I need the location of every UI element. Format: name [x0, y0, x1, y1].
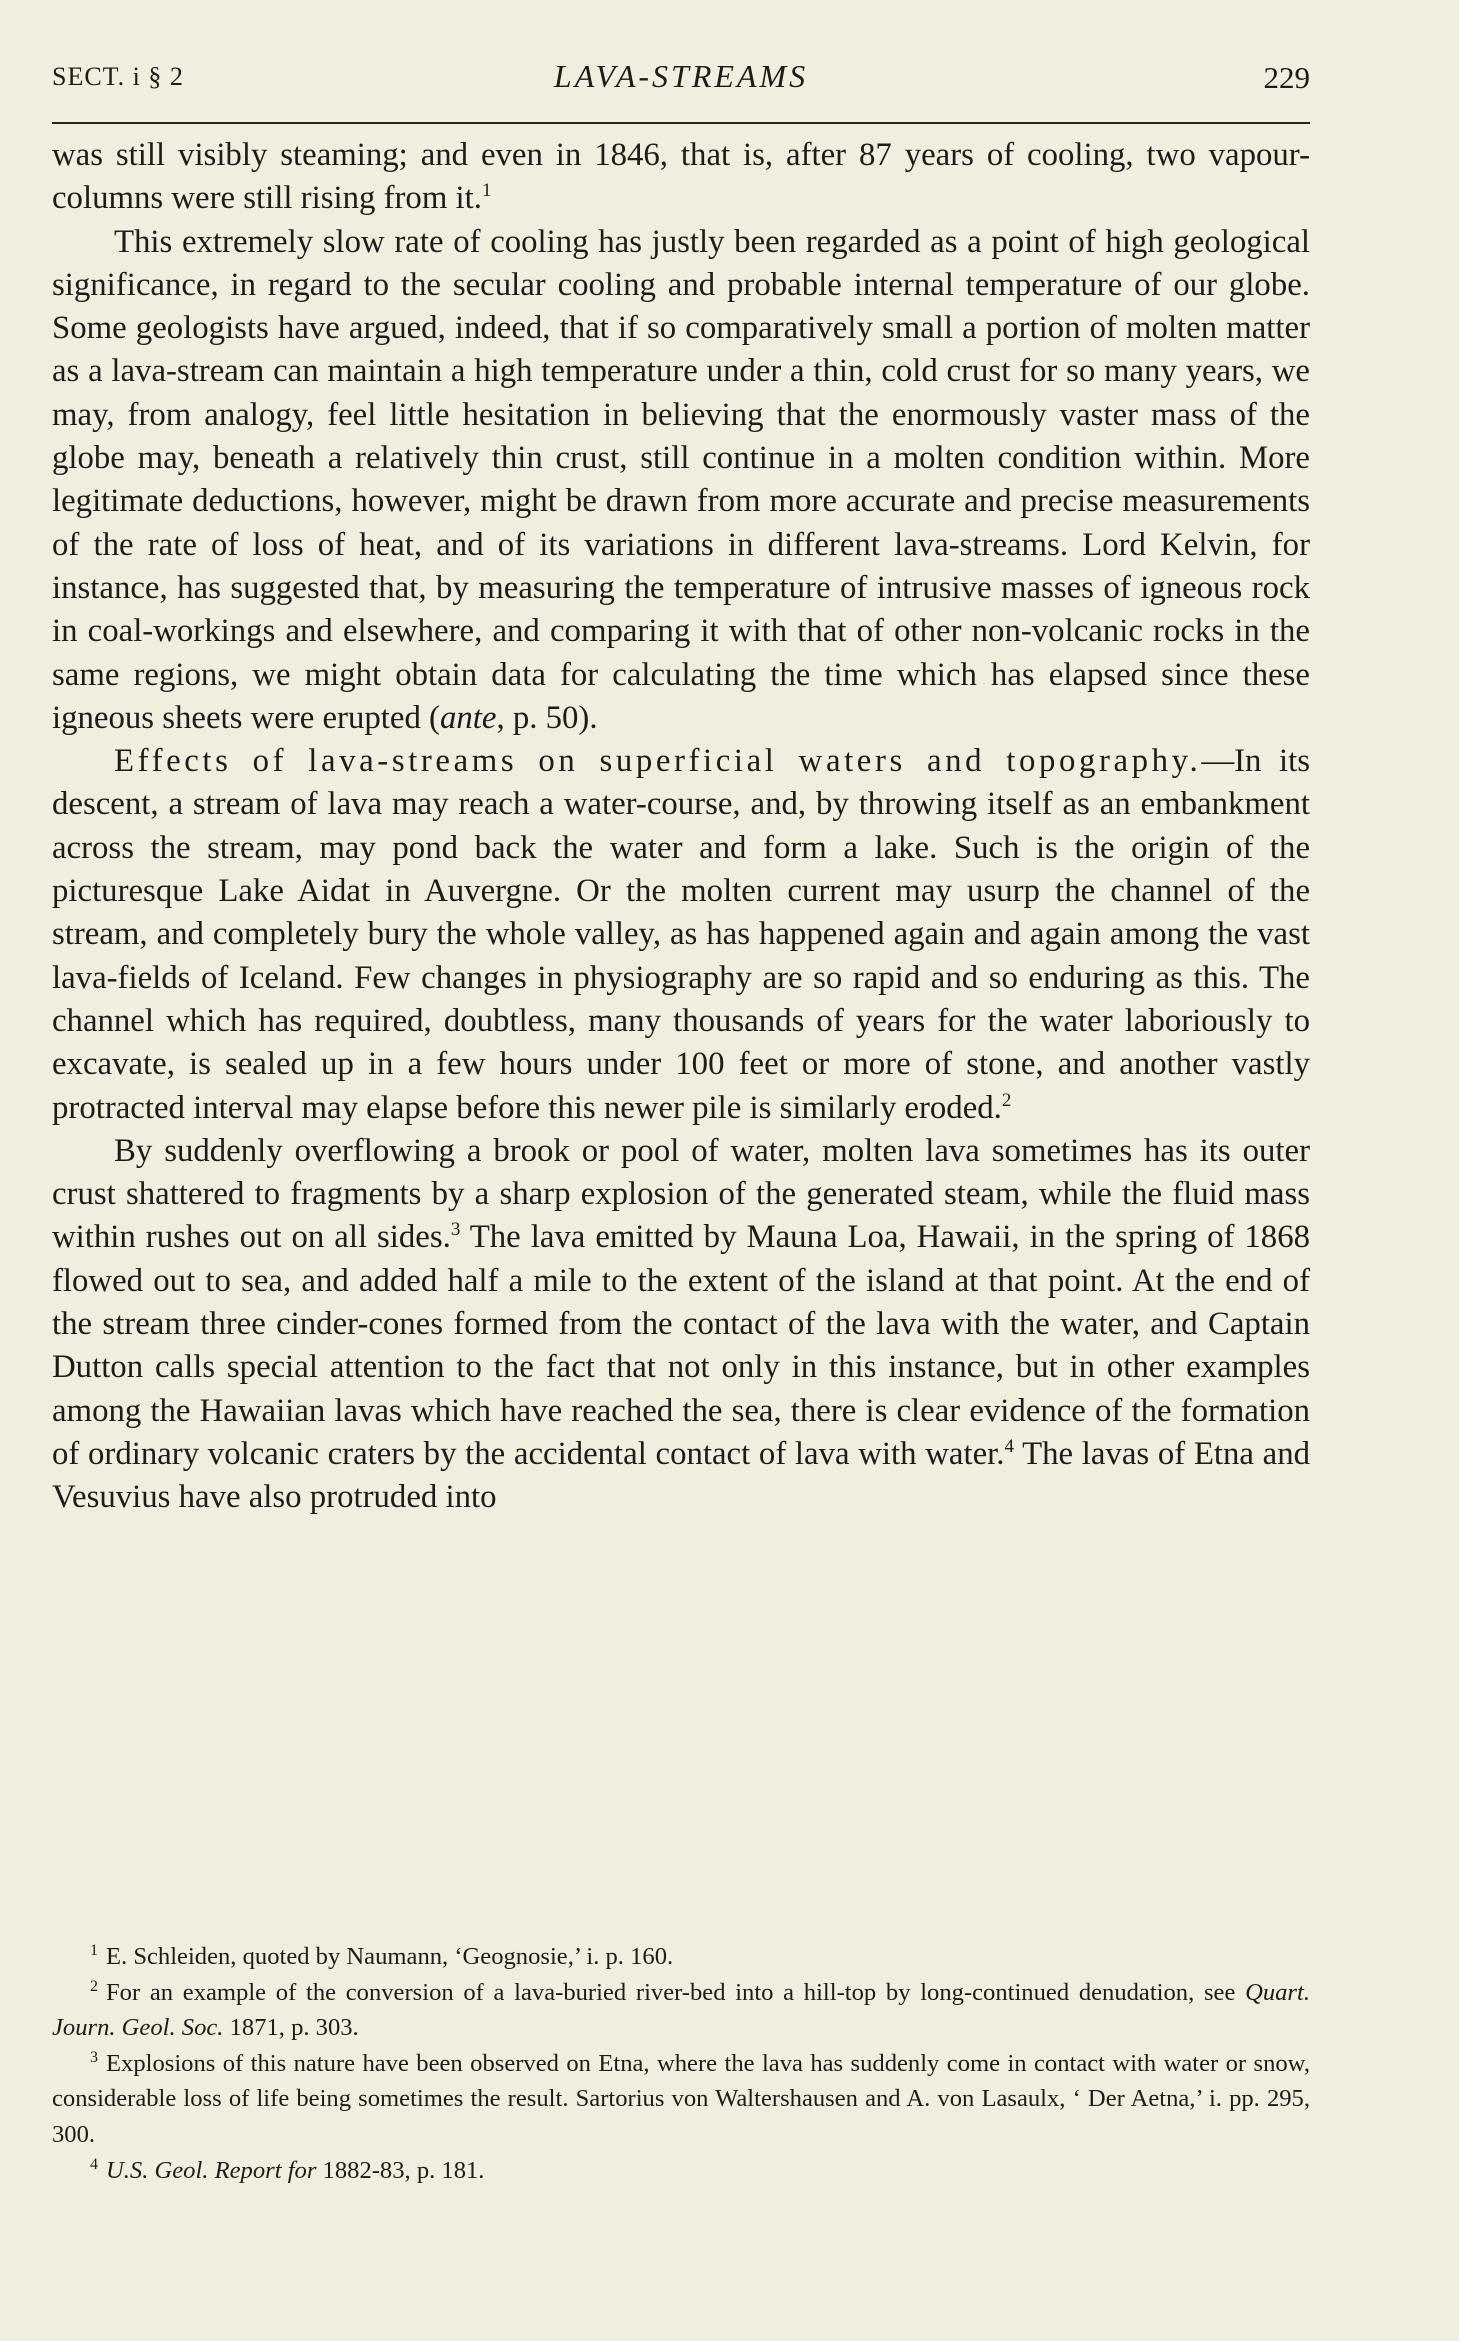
paragraph — [52, 740, 1310, 1130]
paragraph-text: —In its descent, a stream of lava may reach a water-course, and, by throwing itself as an embankment across the stream, may pond back the water and form a lake. Such is the origin of the picturesque Lake Aidat in Auvergne. Or the molten current may usurp the channel of the stream, and completely bury the whole valley, as has happened again and again among the vast lava-fields of Iceland. Few changes in physiography are so rapid and so enduring as this. The channel which has required, doubtless, many thousands of years for the water laboriously to excavate, is sealed up in a few hours under 100 feet or more of stone, and another vastly protracted interval may elapse before this newer pile is similarly eroded. — [52, 743, 1310, 1126]
paragraph-text: was still visibly steaming; and even in 1846, that is, after 87 years of cooling, two vapour-columns were still rising from it. — [52, 137, 1310, 217]
footnote-ref: 4 — [1004, 1435, 1014, 1457]
body-text — [52, 134, 1310, 1520]
footnote — [52, 2046, 1310, 2153]
header-rule — [52, 122, 1310, 124]
footnote-text: 1882-83, p. 181. — [316, 2156, 485, 2184]
footnote-mark: 3 — [90, 2048, 98, 2066]
paragraph-text: By suddenly overflowing a brook or pool of water, molten lava sometimes has its outer crust shattered to fragments by a sharp explosion of the generated steam, while the fluid mass within rushes out on all sides. — [52, 1132, 1310, 1256]
paragraph-text: The lavas of Etna and Vesuvius have also protruded into — [52, 1435, 1310, 1516]
running-header — [52, 58, 1310, 98]
footnote — [52, 1939, 1310, 1975]
book-page — [52, 0, 1310, 2341]
footnote-text: Explosions of this nature have been observed on Etna, where the lava has suddenly come in contact with water or snow, considerable loss of life being sometimes the result. Sartorius von Waltershausen and A. von Lasaulx, ‘ Der Aetna,’ i. pp. 295, 300. — [52, 2049, 1310, 2148]
section-heading: Effects of lava-streams on superficial waters and topography. — [114, 743, 1202, 780]
footnote-text: E. Schleiden, quoted by Naumann, ‘Geognosie,’ i. p. 160. — [106, 1943, 674, 1970]
paragraph — [52, 134, 1310, 221]
footnote — [52, 1975, 1310, 2046]
paragraph-text: This extremely slow rate of cooling has justly been regarded as a point of high geological significance, in regard to the secular cooling and probable internal temperature of our globe. Some geologists have argued, indeed, that if so comparatively small a portion of molten matter as a lava-stream can maintain a high temperature under a thin, cold crust for so many years, we may, from analogy, feel little hesitation in believing that the enormously vaster mass of the globe may, beneath a relatively thin crust, still continue in a molten condition within. More legitimate deductions, however, might be drawn from more accurate and precise measurements of the rate of loss of heat, and of its variations in different lava-streams. Lord Kelvin, for instance, has suggested that, by measuring the temperature of intrusive masses of igneous rock in coal-workings and elsewhere, and comparing it with that of other non-volcanic rocks in the same regions, we might obtain data for calculating the time which has elapsed since these igneous sheets were erupted ( — [52, 223, 1310, 736]
paragraph-text: , p. 50). — [496, 699, 598, 736]
footnote-text: For an example of the conversion of a lava-buried river-bed into a hill-top by long-continued denudation, see — [106, 1978, 1246, 2006]
italic-text: ante — [439, 699, 497, 736]
footnote-text: 1871, p. 303. — [223, 2014, 359, 2042]
page-number: 229 — [1263, 60, 1310, 95]
section-label: SECT. i § 2 — [52, 62, 184, 91]
italic-text: Quart. Journ. Geol. Soc. — [52, 1978, 1310, 2042]
paragraph-text: The lava emitted by Mauna Loa, Hawaii, in the spring of 1868 flowed out to sea, and added half a mile to the extent of the island at that point. At the end of the stream three cinder-cones formed from the contact of the lava with the water, and Captain Dutton calls special attention to the fact that not only in this instance, but in other examples among the Hawaiian lavas which have reached the sea, there is clear evidence of the formation of ordinary volcanic craters by the accidental contact of lava with water. — [52, 1219, 1311, 1472]
footnotes — [52, 1939, 1310, 2188]
italic-text: U.S. Geol. Report for — [106, 2156, 317, 2184]
footnote — [52, 2153, 1310, 2189]
footnote-mark: 4 — [90, 2155, 98, 2173]
footnote-mark: 1 — [90, 1942, 98, 1959]
footnote-ref: 3 — [450, 1219, 461, 1241]
footnote-ref: 1 — [481, 180, 492, 202]
running-title: LAVA-STREAMS — [553, 58, 809, 94]
paragraph — [52, 1130, 1310, 1520]
footnote-mark: 2 — [90, 1977, 98, 1995]
paragraph — [52, 221, 1310, 741]
footnote-ref: 2 — [1001, 1089, 1012, 1111]
